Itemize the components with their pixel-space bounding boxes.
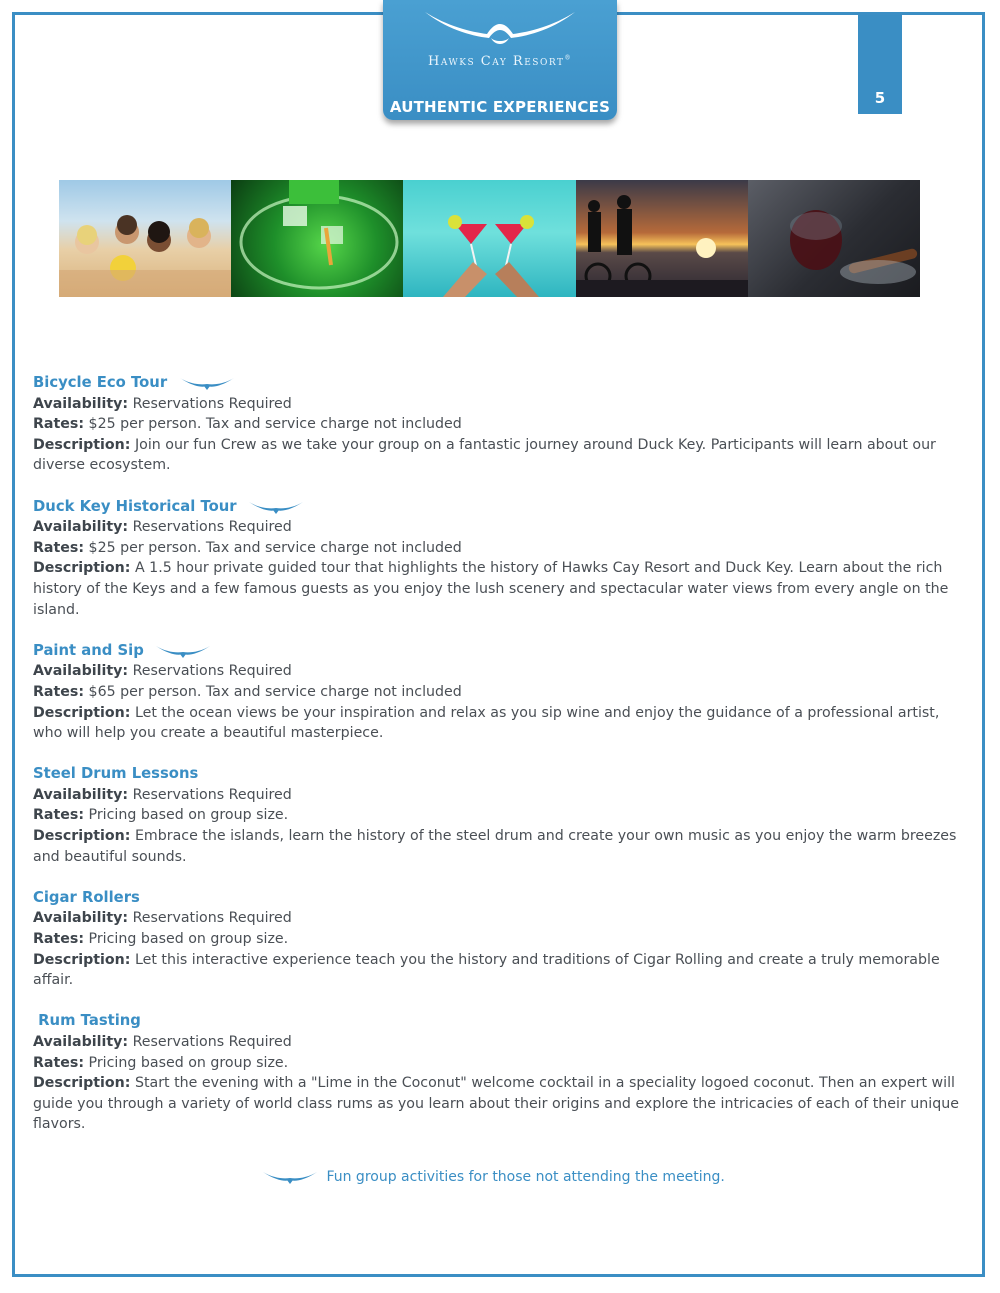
hawk-marker-icon bbox=[156, 644, 210, 658]
footnote bbox=[262, 1169, 725, 1185]
section-title: AUTHENTIC EXPERIENCES bbox=[389, 98, 611, 116]
activity-item bbox=[33, 888, 968, 991]
page-number: 5 bbox=[858, 15, 902, 114]
activity-item bbox=[33, 1011, 968, 1135]
hawk-marker-icon bbox=[249, 500, 303, 514]
photo-strip bbox=[59, 180, 920, 297]
sunset-cyclists-photo bbox=[576, 180, 748, 297]
rates-line: Rates: Pricing based on group size. bbox=[33, 1054, 289, 1071]
wine-cigar-photo bbox=[748, 180, 920, 297]
activities-list bbox=[33, 373, 968, 1156]
footnote-text: Fun group activities for those not attending the meeting. bbox=[326, 1169, 725, 1185]
description-line: Description: Embrace the islands, learn the history of the steel drum and create your own music as you enjoy the warm breezes and beautiful sounds. bbox=[33, 828, 957, 865]
description-line: Description: A 1.5 hour private guided tour that highlights the history of Hawks Cay Resort and Duck Key. Learn about the rich history of the Keys and a few famous guests as you enjoy the lush scenery and spectacular water views from every angle on the island. bbox=[33, 560, 949, 618]
activity-item bbox=[33, 497, 968, 621]
availability-line: Availability: Reservations Required bbox=[33, 1034, 292, 1050]
activity-item bbox=[33, 373, 968, 476]
description-line: Description: Start the evening with a "Lime in the Coconut" welcome cocktail in a speciality logoed coconut. Then an expert will guide you through a variety of world class rums as you learn about their origins and explore the intricacies of each of their unique flavors. bbox=[33, 1075, 959, 1133]
availability-line: Availability: Reservations Required bbox=[33, 910, 292, 927]
description-line: Description: Let the ocean views be your inspiration and relax as you sip wine and enjoy the guidance of a professional artist, who will help you create a beautiful masterpiece. bbox=[33, 704, 940, 742]
hawk-marker-icon bbox=[180, 376, 234, 390]
cocktail-toast-photo bbox=[403, 180, 575, 297]
hawk-marker-icon bbox=[262, 1170, 318, 1184]
rates-line: Rates: $25 per person. Tax and service charge not included bbox=[33, 416, 462, 433]
description-line: Description: Let this interactive experience teach you the history and traditions of Cigar Rolling and create a truly memorable affair. bbox=[33, 951, 940, 989]
activity-item bbox=[33, 641, 968, 744]
brand-name: Hawks Cay Resort® bbox=[428, 54, 572, 69]
hawk-logo-icon bbox=[425, 8, 575, 50]
activity-title: Duck Key Historical Tour bbox=[33, 497, 237, 515]
activity-title: Rum Tasting bbox=[33, 1012, 141, 1030]
availability-line: Availability: Reservations Required bbox=[33, 395, 292, 412]
header-tab bbox=[383, 0, 617, 120]
activity-title: Cigar Rollers bbox=[33, 888, 140, 906]
rates-line: Rates: $25 per person. Tax and service charge not included bbox=[33, 539, 462, 556]
availability-line: Availability: Reservations Required bbox=[33, 519, 292, 536]
activity-title: Bicycle Eco Tour bbox=[33, 374, 168, 391]
rates-line: Rates: Pricing based on group size. bbox=[33, 931, 289, 948]
beach-friends-photo bbox=[59, 180, 231, 297]
activity-item bbox=[33, 764, 968, 867]
activity-title: Steel Drum Lessons bbox=[33, 765, 199, 783]
availability-line: Availability: Reservations Required bbox=[33, 786, 292, 803]
rates-line: Rates: $65 per person. Tax and service charge not included bbox=[33, 683, 462, 700]
description-line: Description: Join our fun Crew as we take your group on a fantastic journey around Duck Key. Participants will learn about our diverse ecosystem. bbox=[33, 436, 936, 474]
rates-line: Rates: Pricing based on group size. bbox=[33, 807, 289, 824]
punch-bowl-photo bbox=[231, 180, 403, 297]
availability-line: Availability: Reservations Required bbox=[33, 663, 292, 680]
activity-title: Paint and Sip bbox=[33, 641, 144, 659]
